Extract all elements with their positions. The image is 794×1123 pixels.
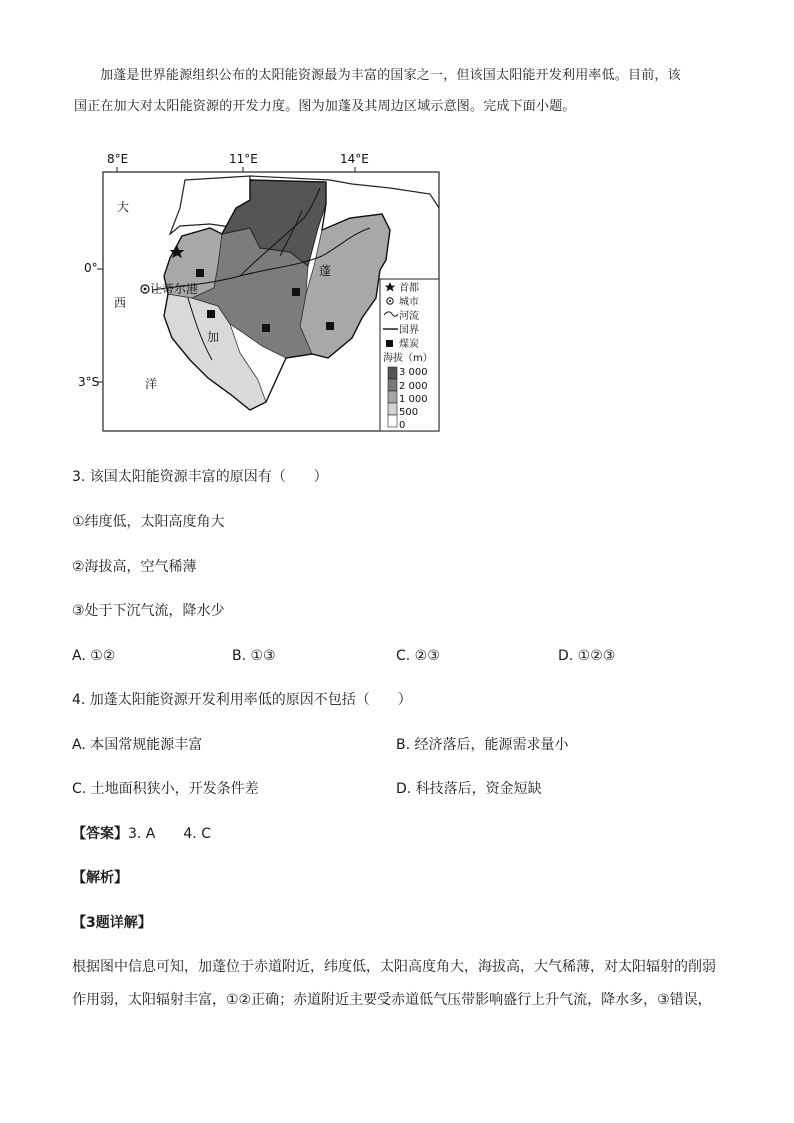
legend-coal-icon xyxy=(386,340,393,347)
lat-label-3s: 3°S xyxy=(78,375,100,389)
legend-elev-swatch-1000 xyxy=(388,391,397,403)
lon-label-8e: 8°E xyxy=(107,152,129,166)
ocean-label-da: 大 xyxy=(117,200,130,214)
legend-elev-1000: 1 000 xyxy=(399,394,428,405)
coal-marker-5 xyxy=(326,322,334,330)
coal-marker-1 xyxy=(196,269,204,277)
q3-statement-1: ①纬度低，太阳高度角大 xyxy=(72,514,225,530)
gabon-map-figure xyxy=(78,148,450,434)
q4-option-d[interactable]: D. 科技落后，资金短缺 xyxy=(396,781,542,797)
ocean-label-xi: 西 xyxy=(114,296,127,310)
q3-option-d[interactable]: D. ①②③ xyxy=(558,648,616,664)
q3-option-b[interactable]: B. ①③ xyxy=(232,648,276,664)
q3-statement-2: ②海拔高，空气稀薄 xyxy=(72,559,197,575)
legend-elev-500: 500 xyxy=(399,407,419,418)
lat-label-0: 0° xyxy=(84,261,98,275)
legend-elev-3000: 3 000 xyxy=(399,367,428,378)
legend-elev-swatch-3000 xyxy=(388,367,397,379)
q3-detail-heading: 【3题详解】 xyxy=(72,915,152,931)
coal-marker-3 xyxy=(292,288,300,296)
q3-stem: 3. 该国太阳能资源丰富的原因有（ ） xyxy=(72,469,328,485)
intro-line-1: 加蓬是世界能源组织公布的太阳能资源最为丰富的国家之一，但该国太阳能开发利用率低。目前，该 xyxy=(100,68,681,83)
legend-elev-swatch-500 xyxy=(388,403,397,415)
lon-label-14e: 14°E xyxy=(340,152,369,166)
city-dot xyxy=(144,288,147,291)
legend-city-label: 城市 xyxy=(399,297,419,308)
country-label-jia: 加 xyxy=(207,330,220,344)
lon-label-11e: 11°E xyxy=(229,152,258,166)
q4-option-a[interactable]: A. 本国常规能源丰富 xyxy=(72,737,203,753)
legend-capital-label: 首都 xyxy=(399,283,419,294)
analysis-line-2: 作用弱，太阳辐射丰富，①②正确；赤道附近主要受赤道低气压带影响盛行上升气流，降水多，③错误， xyxy=(72,992,712,1008)
q4-option-b[interactable]: B. 经济落后，能源需求量小 xyxy=(396,737,569,753)
legend-elev-swatch-0 xyxy=(388,415,397,427)
legend-coal-label: 煤炭 xyxy=(399,339,419,350)
country-label-peng: 蓬 xyxy=(319,264,332,278)
intro-line-2: 国正在加大对太阳能资源的开发力度。图为加蓬及其周边区域示意图。完成下面小题。 xyxy=(74,99,576,114)
legend-elevation-title: 海拔（m） xyxy=(383,353,433,364)
q4-option-c[interactable]: C. 土地面积狭小，开发条件差 xyxy=(72,781,259,797)
q4-stem: 4. 加蓬太阳能资源开发利用率低的原因不包括（ ） xyxy=(72,692,412,708)
answer-label: 【答案】 xyxy=(72,826,128,842)
answer-line xyxy=(72,824,211,844)
legend-border-label: 国界 xyxy=(399,325,419,336)
q3-statement-3: ③处于下沉气流，降水少 xyxy=(72,603,225,619)
legend-elev-0: 0 xyxy=(399,420,406,431)
legend-elev-swatch-2000 xyxy=(388,379,397,391)
answer-q4: 4. C xyxy=(183,826,211,842)
legend-river-label: 河流 xyxy=(399,311,419,322)
analysis-label: 【解析】 xyxy=(72,870,128,886)
map-legend xyxy=(380,279,439,431)
analysis-line-1: 根据图中信息可知，加蓬位于赤道附近，纬度低，太阳高度角大，海拔高，大气稀薄，对太阳辐射的削弱 xyxy=(72,959,716,975)
city-label-port-gentil: 让蒂尔港 xyxy=(150,282,199,296)
legend-elev-2000: 2 000 xyxy=(399,381,428,392)
answer-q3: 3. A xyxy=(128,826,156,842)
coal-marker-2 xyxy=(207,310,215,318)
q3-option-a[interactable]: A. ①② xyxy=(72,648,116,664)
q3-option-c[interactable]: C. ②③ xyxy=(396,648,440,664)
coal-marker-4 xyxy=(262,324,270,332)
ocean-label-yang: 洋 xyxy=(145,377,158,391)
